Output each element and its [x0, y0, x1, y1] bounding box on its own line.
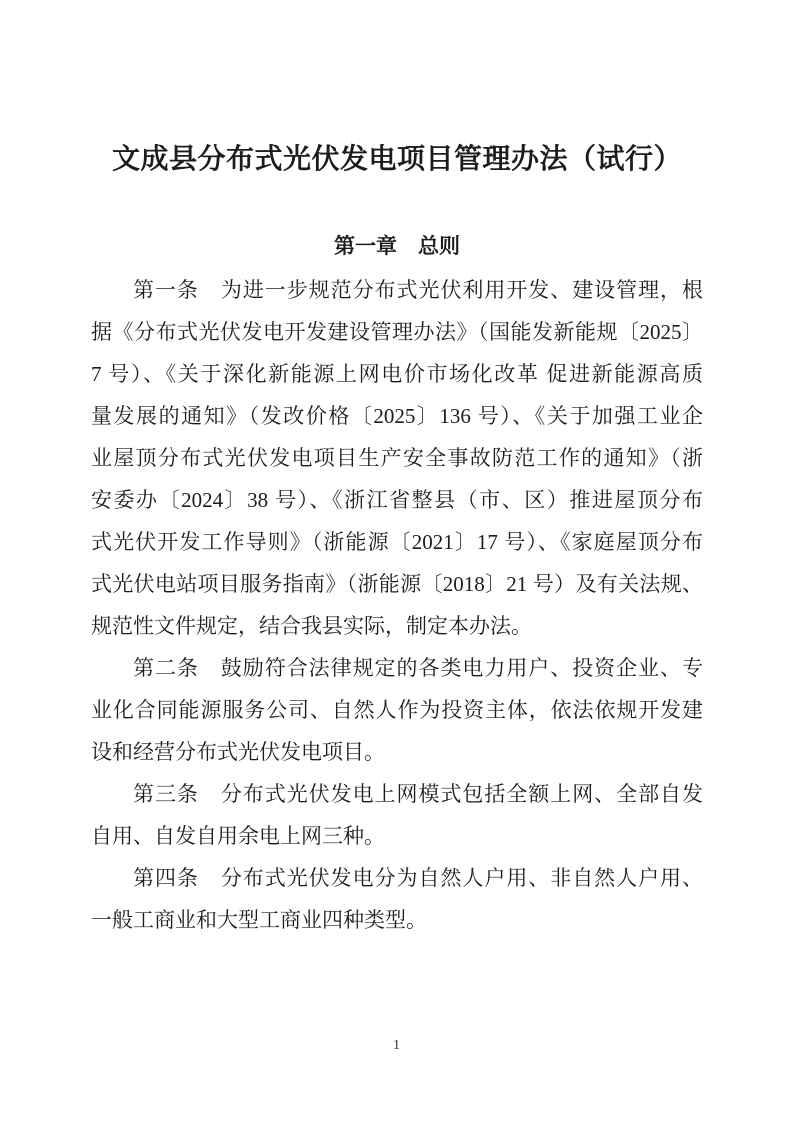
paragraph-3-line: 自用、自发自用余电上网三种。 — [91, 824, 385, 848]
page-number: 1 — [393, 1038, 400, 1053]
paragraph-2-line: 第二条 鼓励符合法律规定的各类电力用户、投资企业、专 — [133, 656, 703, 680]
paragraph-3-line: 第三条 分布式光伏发电上网模式包括全额上网、全部自发 — [133, 782, 703, 806]
paragraph-4-line: 第四条 分布式光伏发电分为自然人户用、非自然人户用、 — [133, 866, 703, 890]
document-body — [91, 269, 703, 941]
paragraph-1-line: 量发展的通知》（发改价格〔2025〕136 号）、《关于加强工业企 — [91, 404, 703, 428]
paragraph-1-line: 式光伏电站项目服务指南》（浙能源〔2018〕21 号）及有关法规、 — [91, 572, 703, 596]
paragraph-1-line: 第一条 为进一步规范分布式光伏利用开发、建设管理，根 — [133, 278, 703, 302]
paragraph-1-line: 安委办〔2024〕38 号）、《浙江省整县（市、区）推进屋顶分布 — [91, 488, 703, 512]
paragraph-4-line: 一般工商业和大型工商业四种类型。 — [91, 908, 427, 932]
chapter-heading: 第一章 总则 — [334, 235, 460, 258]
paragraph-1-line: 7 号）、《关于深化新能源上网电价市场化改革 促进新能源高质 — [91, 362, 703, 386]
paragraph-1-line: 据《分布式光伏发电开发建设管理办法》（国能发新能规〔2025〕 — [91, 320, 703, 344]
document-title: 文成县分布式光伏发电项目管理办法（试行） — [111, 144, 682, 175]
paragraph-2-line: 设和经营分布式光伏发电项目。 — [91, 740, 385, 764]
paragraph-2-line: 业化合同能源服务公司、自然人作为投资主体，依法依规开发建 — [91, 698, 703, 722]
paragraph-1-line: 业屋顶分布式光伏发电项目生产安全事故防范工作的通知》（浙 — [91, 446, 703, 470]
paragraph-1-line: 式光伏开发工作导则》（浙能源〔2021〕17 号）、《家庭屋顶分布 — [91, 530, 703, 554]
paragraph-1-line: 规范性文件规定，结合我县实际，制定本办法。 — [91, 614, 532, 638]
